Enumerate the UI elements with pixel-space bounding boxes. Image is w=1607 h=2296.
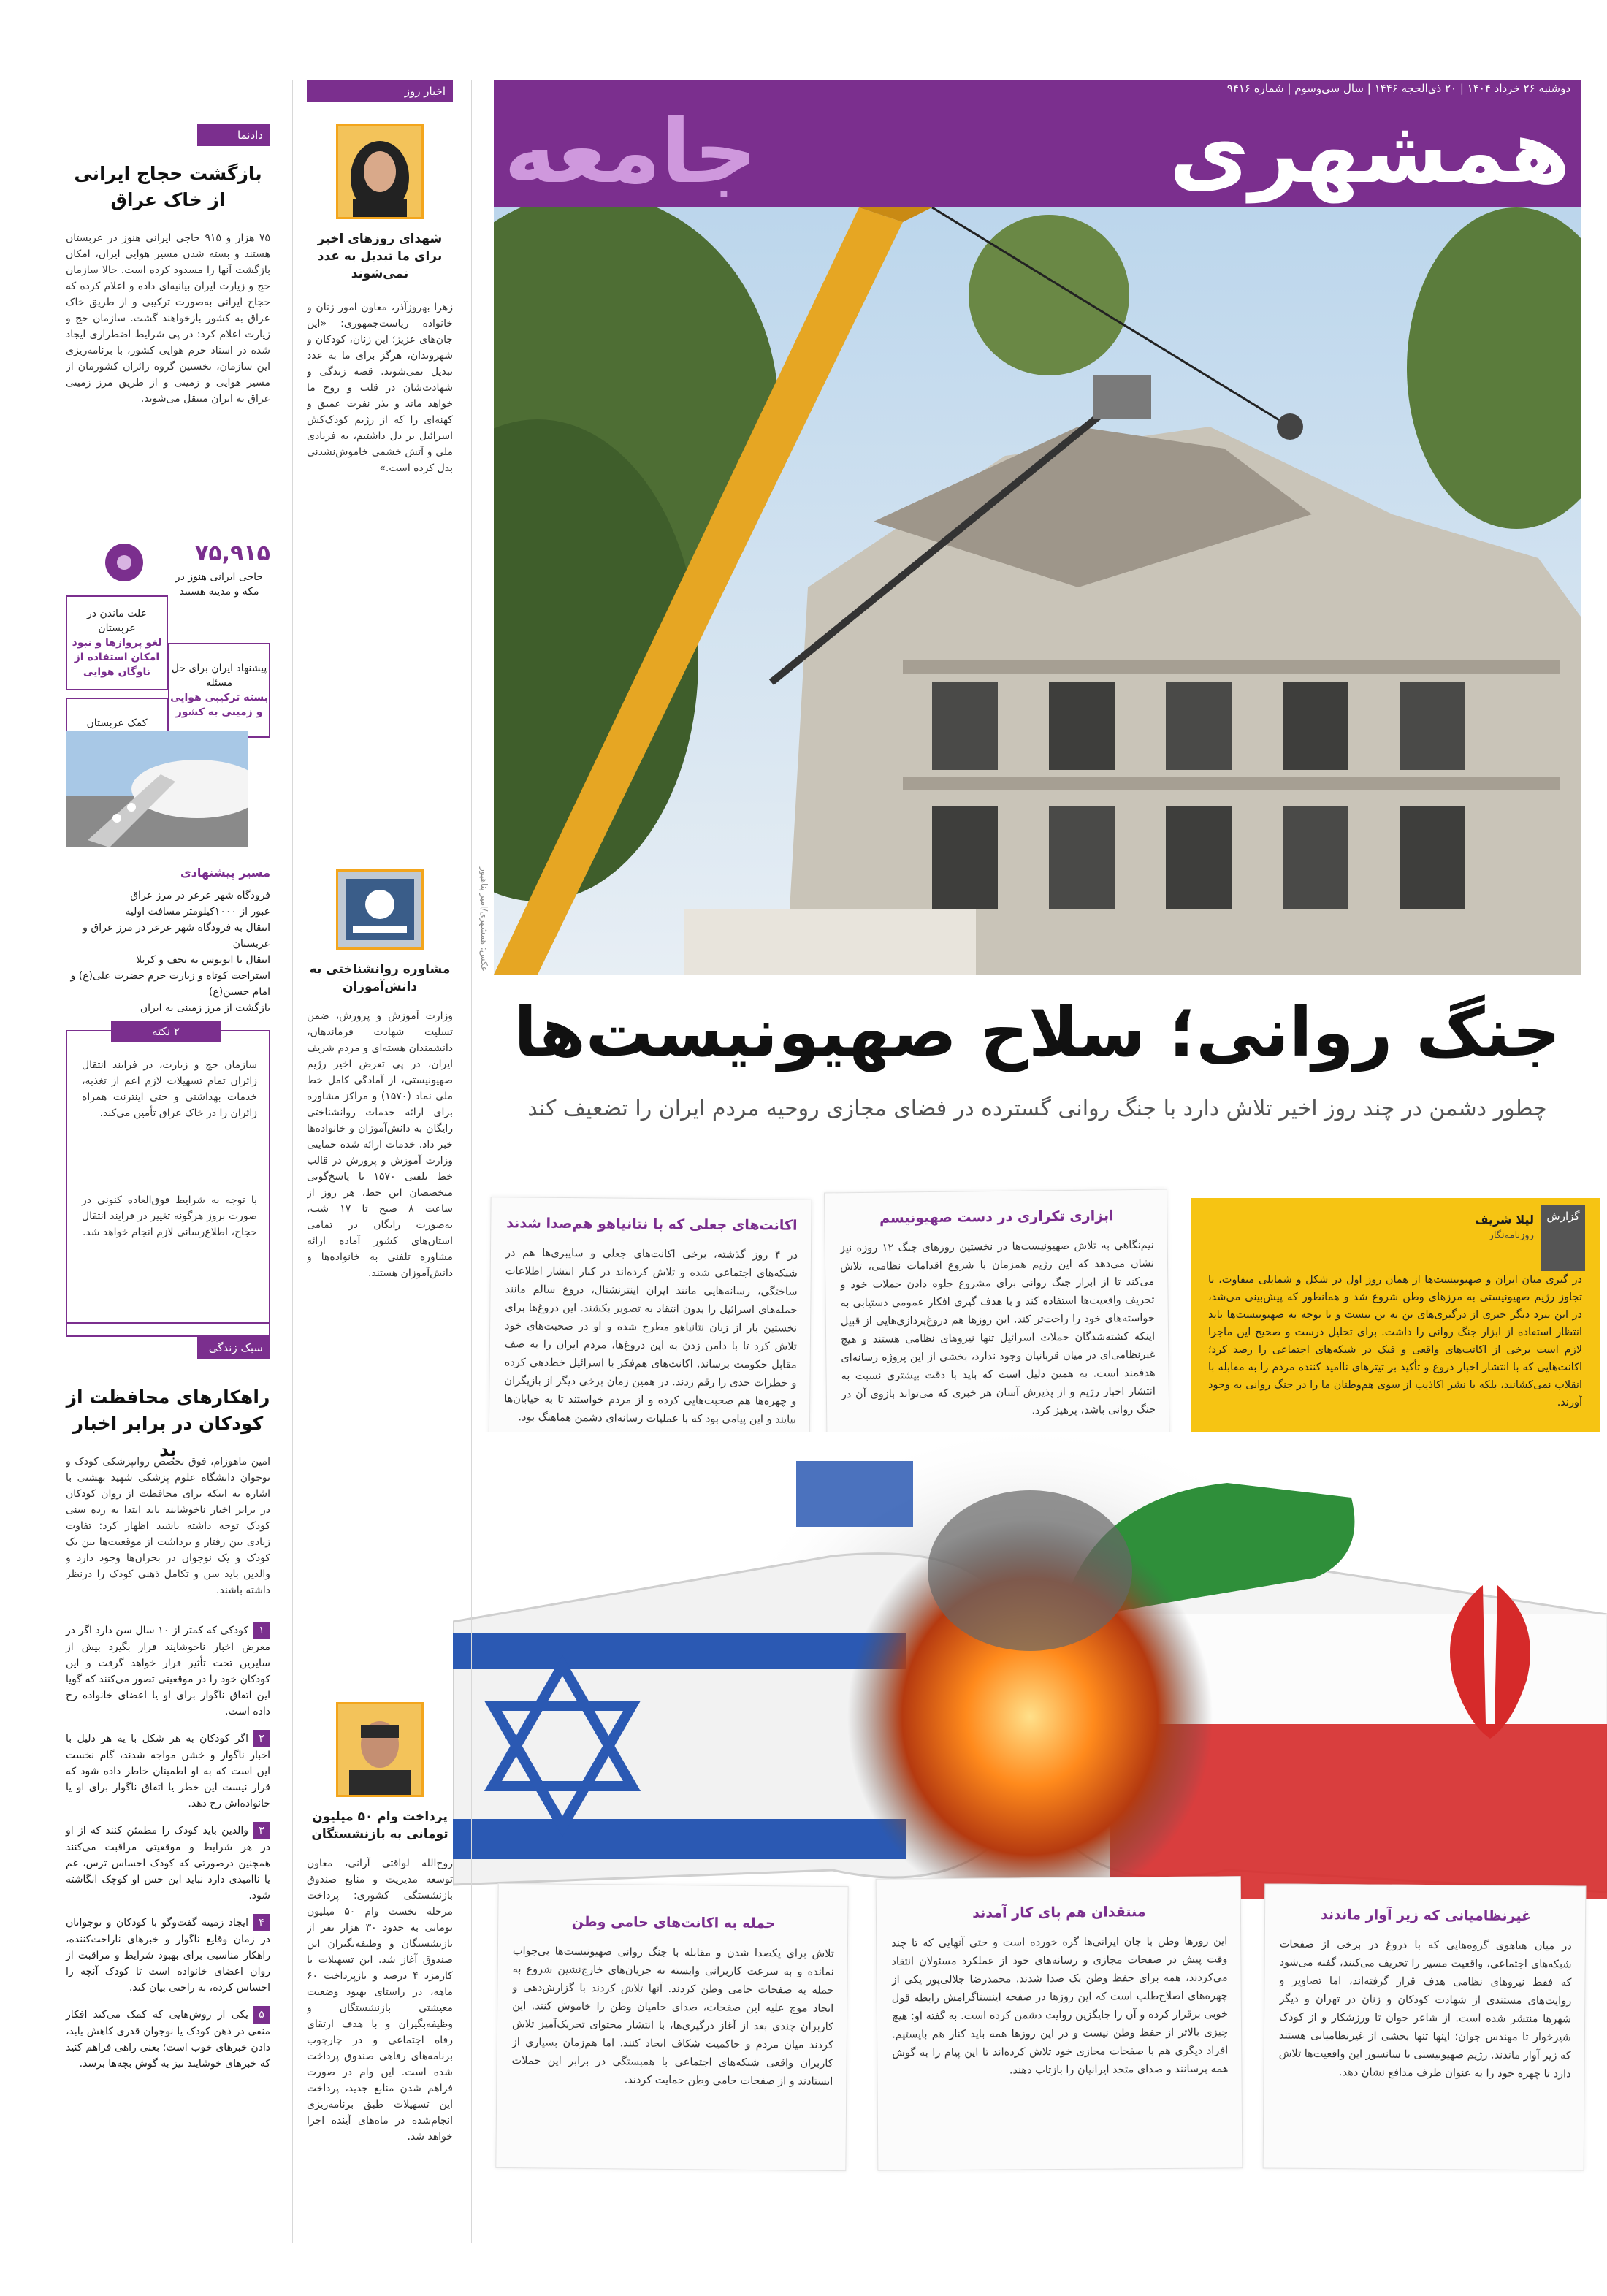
news-body: زهرا بهروزآذر، معاون امور زنان و خانواده ریاست‌جمهوری: «این جان‌های عزیز؛ این زنان، کودکان و شهروندان، هرگز برای ما به عدد تبدیل نمی‌شوند. قصه زندگی و شهادت‌شان در قلب و روح ما خواهد ماند و بذر نفرت عمیق و کهنه‌ای را که از رژیم کودک‌کش اسرائیل بر دل داشتیم، به فریادی ملی و آتش خشمی خاموش‌نشدنی بدل کرده است.» xyxy=(307,302,453,474)
stat-caption: حاجی ایرانی هنوز در مکه و مدینه هستند xyxy=(175,571,264,598)
hex-item-head: کمک عربستان xyxy=(86,717,148,729)
column-divider xyxy=(292,80,293,2243)
article-card xyxy=(876,1876,1243,2170)
logo-hamshahri: همشهری xyxy=(1169,102,1570,203)
route-item: عبور از ۱۰۰۰کیلومتر مسافت اولیه xyxy=(125,906,270,918)
flower-icon xyxy=(102,541,146,584)
step-item xyxy=(66,2006,270,2072)
step-text: اگر کودکان به هر شکل با یه هر دلیل با اخبار ناگوار و خشن مواجه شدند، گام نخست این است که به او اطمینان خاطر داده شود که قرار نیست این خطر یا اتفاق ناگوار برای او یا خانواده‌اش رخ دهد. xyxy=(66,1733,270,1809)
report-author-role: روزنامه‌نگار xyxy=(1489,1230,1534,1241)
pilgrims-boarding-plane-photo xyxy=(66,731,248,847)
news-title: مشاوره روانشناختی به دانش‌آموزان xyxy=(309,962,451,994)
sub-headline: چطور دشمن در چند روز اخیر تلاش دارد با جنگ روانی گسترده در فضای مجازی روحیه مردم ایران را تضعیف کند xyxy=(527,1096,1547,1121)
route-item: فرودگاه شهر عرعر در مرز عراق xyxy=(130,890,270,901)
column-header: اخبار روز xyxy=(307,80,453,102)
notes-box xyxy=(66,1025,270,1337)
article-body: نیم‌نگاهی به تلاش صهیونیست‌ها در نخستین روزهای جنگ ۱۲ روزه نیز نشان می‌دهد که این رژیم همزمان با شروع اقدامات نظامی، تلاش می‌کند تا از ابزار جنگ روانی برای مشروع جلوه دادن حملات خود و تحریف واقعیت‌ها استفاده کند و با هدف گیری افکار عمومی دستیابی به خواسته‌های خود را راحت‌تر کند. این روزها هم دروغ‌پردازی‌هایی از قبیل اینکه کشته‌شدگان حملات اسرائیل تنها نیروهای نظامی هستند و هیچ غیرنظامی‌ای در میان قربانیان وجود ندارد، بخشی از این پروژه رسانه‌ای هدفمند است. به همین دلیل است که باید با دقت بیشتری نسبت به انتشار اخبار رژیم و از پذیرش آسان هر خبری که می‌تواند بازوی آن در جنگ روانی باشد، پرهیز کرد. xyxy=(839,1239,1156,1417)
hex-item xyxy=(66,595,168,690)
news-brief-column xyxy=(307,80,453,2243)
article-card xyxy=(1263,1883,1587,2170)
article-body: تلاش برای یکصدا شدن و مقابله با جنگ روانی صهیونیست‌ها بی‌جواب نمانده و به سرعت کاربرانی وابسته به جریان‌های خارج‌نشین شروع به حمله به صفحات حامی وطن کردند. آنها تلاش کردند با گزارش‌دهی و ایجاد موج علیه این صفحات، صدای حامیان وطن را خاموش کنند. این کاربران چندی بعد از آغاز درگیری‌ها، با انتشار محتوای تحریک‌آمیز تلاش کردند میان مردم و حاکمیت شکاف ایجاد کنند. اما هم‌زمان بسیاری از کاربران واقعی شبکه‌های اجتماعی با همبستگی در برابر این حملات ایستادند و از صفحات حامی وطن حمایت کردند. xyxy=(511,1945,834,2088)
hex-item-bold: بسته ترکیبی هوایی و زمینی به کشور xyxy=(170,692,268,718)
step-text: کودکی که کمتر از ۱۰ سال سن دارد اگر در معرض اخبار ناخوشایند قرار بگیرد بیش از سایرین تحت تأثیر قرار خواهد گرفت و این کودکان خود را در موقعیتی تصور می‌کنند که گویا این اتفاق ناگوار برای او یا اعضای خانواده رخ داده است. xyxy=(66,1625,270,1717)
stat-number: ۷۵,۹۱۵ xyxy=(195,541,270,566)
photo-credit: عکس: همشهری/امیر پناهپور xyxy=(479,867,489,972)
route-item: استراحت کوتاه و زیارت حرم حضرت علی(ع) و امام حسین(ع) xyxy=(70,970,270,998)
divider xyxy=(66,1322,270,1324)
hex-item-bold: لغو پروازها و نبود امکان استفاده از ناوگان هوایی xyxy=(72,637,162,678)
article-title: ابزاری تکراری در دست صهیونیسم xyxy=(879,1208,1114,1227)
official-portrait-photo xyxy=(336,124,424,219)
news-body: وزارت آموزش و پرورش، ضمن تسلیت شهادت فرماندهان، دانشمندان هسته‌ای و مردم شریف ایران، در پی تعرض اخیر رژیم صهیونیستی، از آمادگی کامل خط ملی نماد (۱۵۷۰) و مراکز مشاوره برای ارائه خدمات روانشناختی رایگان به دانش‌آموزان و خانواده‌ها خبر داد. خدمات ارائه شده حمایتی وزارت آموزش و پرورش در قالب خط تلفنی ۱۵۷۰ با پاسخ‌گویی متخصصان این خط، هر روز از ساعت ۸ صبح تا ۱۷ شب، به‌صورت رایگان در تمامی استان‌های کشور آماده ارائه مشاوره تلفنی به خانواده‌ها و دانش‌آموزان هستند. xyxy=(307,1010,453,1279)
note-item: با توجه به شرایط فوق‌العاده کنونی در صورت بروز هرگونه تغییر در فرایند انتقال حجاج، اطلاع‌رسانی لازم انجام خواهد شد. xyxy=(82,1194,257,1238)
article-card xyxy=(495,1883,848,2171)
steps-list xyxy=(66,1622,270,2265)
step-number: ۲ xyxy=(253,1730,270,1747)
left-title: بازگشت حجاج ایرانی از خاک عراق xyxy=(74,163,262,210)
report-box xyxy=(1191,1198,1600,1454)
left-body: امین ماهوزام، فوق تخصص روانپزشکی کودک و نوجوان دانشگاه علوم پزشکی شهید بهشتی با اشاره به اینکه برای محافظت از روان کودکان در برابر اخبار ناخوشایند باید ابتدا به رده‌ سنی کودک توجه داشته باشید اظهار کرد: تفاوت زیادی بین رفتار و برداشت از موقعیت‌ها بین یک کودک و یک نوجوان در بحران‌ها وجود دارد و والدین باید سن و تکامل ذهنی کودک را درنظر داشته باشند. xyxy=(66,1456,270,1596)
issue-meta: دوشنبه ۲۶ خرداد ۱۴۰۴ | ۲۰ ذی‌الحجه ۱۴۴۶ | سال سی‌وسوم | شماره ۹۴۱۶ xyxy=(1226,82,1570,95)
column-header: سبک زندگی xyxy=(197,1337,270,1359)
step-item xyxy=(66,1822,270,1904)
article-title: اکانت‌های جعلی که با نتانیاهو هم‌صدا شدند xyxy=(506,1215,798,1234)
step-text: والدین باید کودک را مطمئن کنند که از او در هر شرایط و موقعیتی مراقبت می‌کنند همچنین درصورتی که کودک احساس ترس، غم یا ناامیدی دارد نباید این حس او کوچک انگاشته شود. xyxy=(66,1825,270,1902)
step-text: یکی از روش‌هایی که کمک می‌کند افکار منفی در ذهن کودک یا نوجوان قدری کاهش یابد، دادن خبرهای خوب است؛ بعنی راهی فراهم کنید که خبرهای خوشایند نیز به گوش بچه‌ها برسد. xyxy=(66,2009,270,2070)
step-item xyxy=(66,1730,270,1812)
report-label: گزارش xyxy=(1541,1205,1585,1271)
hex-item-head: پیشنهاد ایران برای حل مسئله xyxy=(171,663,267,689)
news-body: روح‌الله لواقتی آرانی، معاون توسعه مدیریت و منابع صندوق بازنشستگی کشوری: پرداخت مرحله نخست وام ۵۰ میلیون تومانی به حدود ۳۰ هزار نفر از بازنشستگان و وظیفه‌بگیران این صندوق آغاز شد. این تسهیلات با کارمزد ۴ درصد و بازپرداخت ۶۰ ماهه، در راستای بهبود وضعیت معیشتی بازنشستگان و وظیفه‌بگیران و با هدف ارتقای رفاه اجتماعی و در چارچوب برنامه‌های رفاهی صندوق پرداخت شده است. این وام در صورت فراهم شدن منابع جدید، پرداخت این تسهیلات طبق برنامه‌ریزی انجام‌شده در ماه‌های آینده اجرا خواهد شد. xyxy=(307,1858,453,2143)
article-body: در ۴ روز گذشته، برخی اکانت‌های جعلی و سایبری‌ها هم در شبکه‌های اجتماعی شده و تلاش کرده‌اند در کنار انتشار اطلاعات ساختگی، رسانه‌هایی مانند ایران اینترنشنال، دروغ سالم مانند حمله‌های اسرائیل را بدون انتقاد به تصویر بکشند. این دروغ‌ها برای نخستین بار از زبان نتانیاهو مطرح شده و او در صحبت‌های خود تلاش کرد تا با دامن زدن به این دروغ‌ها، مردم ایران را به صف مقابل حکومت برساند. اکانت‌های هم‌فکر با اسرائیل خط‌دهی کرده و خطرات جدی را رقم زدند. در همین زمان برخی دیگر از بازیگران و چهره‌ها هم صحبت‌هایی کرده و از مردم خواستند تا به خیابان‌ها بیایند و این پیامی بود که با عملیات رسانه‌ای دشمن هماهنگ بود. xyxy=(504,1247,798,1426)
note-item: سازمان حج و زیارت، در فرایند انتقال زائران تمام تسهیلات لازم اعم از تغذیه، خدمات بهداشتی و حتی اینترنت همراه زائران را در خاک عراق تأمین می‌کند. xyxy=(82,1059,257,1119)
step-number: ۱ xyxy=(253,1622,270,1639)
route-title-text: مسیر پیشنهادی xyxy=(180,866,270,880)
logo-jame: جامعه xyxy=(504,102,757,203)
article-title: غیرنظامیانی که زیر آوار ماندند xyxy=(1320,1907,1532,1925)
israel-iran-fists-collision-illustration xyxy=(453,1432,1607,1943)
left-title: راهکارهای محافظت از کودکان در برابر اخبار بد xyxy=(66,1387,270,1460)
step-number: ۵ xyxy=(253,2006,270,2024)
route-item: انتقال با اتوبوس به نجف و کربلا xyxy=(136,954,270,966)
route-title xyxy=(66,866,270,885)
step-number: ۳ xyxy=(253,1822,270,1839)
news-title: پرداخت وام ۵۰ میلیون تومانی به بازنشستگان xyxy=(311,1809,448,1842)
hex-item-head: علت ماندن در عربستان xyxy=(87,608,147,634)
report-author: لیلا شریف xyxy=(1474,1213,1534,1227)
education-ministry-logo xyxy=(336,869,424,950)
official-portrait-photo xyxy=(336,1702,424,1797)
step-number: ۴ xyxy=(253,1914,270,1931)
step-item xyxy=(66,1914,270,1996)
hex-item xyxy=(168,643,270,738)
route-item: انتقال به فرودگاه شهر عرعر در مرز عراق و عربستان xyxy=(83,922,270,950)
step-item xyxy=(66,1622,270,1720)
report-lead: در گیری میان ایران و صهیونیست‌ها از همان روز اول در شکل و شمایلی متفاوت، با تجاوز رژیم صهیونیستی به مرزهای وطن شروع شد و همانطور که پیش‌بینی می‌شد، در این نبرد دیگر خبری از درگیری‌های تن به تن نیست و با توجه به صهیونیست‌ها باید انتظار استفاده از ابزار جنگ روانی را داشت. برای تحلیل درست و صحیح این ماجرا لازم است برخی از اکانت‌های واقعی و فیک در شبکه‌های اجتماعی را رصد کرد؛ اکانت‌هایی که با انتشار اخبار دروغ و تأکید بر تیترهای ناامید کننده مردم را به مقابله با انقلاب نمی‌کشانند، بلکه با نشر اکاذیب از سوی هم‌وطنان ما را در جنگ روانی به وجود آورند. xyxy=(1208,1274,1582,1408)
article-body: در میان هیاهوی گروه‌هایی که با دروغ در برخی از صفحات شبکه‌های اجتماعی، واقعیت مسیر را تحریف می‌کنند، گفته می‌شود که فقط نیروهای نظامی هدف قرار گرفته‌اند، اما تصاویر و روایت‌های مستندی از شهادت کودکان و زنان در تهران و دیگر شهرها منتشر شده است. از شاعر جوان تا ورزشکار و از کودک شیرخوار تا مهندس جوان؛ اینها تنها بخشی از غیرنظامیانی هستند که زیر آوار ماندند. رژیم صهیونیستی با سانسور این واقعیت‌ها تلاش دارد تا چهره خود را به عنوان طرف مدافع نشان دهد. xyxy=(1278,1938,1572,2080)
article-body: این روزها وطن با جان ایرانی‌ها گره خورده است و حتی آنهایی که تا چند وقت پیش در صفحات مجازی و رسانه‌های خود از عملکرد مسئولان انتقاد می‌کردند، همه برای حفظ وطن یک صدا شدند. محمدرضا جلالی‌پور یکی از چهره‌های اصلاح‌طلب است که این روزها در صفحه اینستاگرامش رابطه قول خوبی برقرار کرده و آن را جایگزین روایت دشمن کرده است. به گفته او: هیچ چیزی بالاتر از حفظ وطن نیست و در این روزها همه باید کنار هم بایستیم. افراد دیگری هم با صفحات مجازی خود تلاش کرده‌اند تا این پیام را به گوش همه برسانند و صدای متحد ایرانیان را بازتاب دهند. xyxy=(891,1935,1229,2077)
notes-title: ۲ نکته xyxy=(111,1021,221,1042)
news-title: شهدای روزهای اخیر برای ما تبدیل به عدد نمی‌شوند xyxy=(317,232,443,281)
column-header: دادنما xyxy=(197,124,270,146)
step-text: ایجاد زمینه گفت‌وگو با کودکان و نوجوانان در زمان وقایع ناگوار و خبرهای ناراحت‌کننده، راهکار مناسبی برای بهبود شرایط و مراقبت از روان اعضای خانواده است تا کودک آنچه را احساس کرده، به راحتی بیان کند. xyxy=(66,1917,270,1994)
building-rubble-crane-photo xyxy=(494,207,1581,975)
main-headline: جنگ روانی؛ سلاح صهیونیست‌ها xyxy=(514,993,1561,1072)
route-item: بازگشت از مرز زمینی به ایران xyxy=(140,1002,270,1014)
left-sidebar-column xyxy=(66,80,270,2243)
article-title: حمله به اکانت‌های حامی وطن xyxy=(571,1913,776,1932)
article-title: منتقدان هم پای کار آمدند xyxy=(972,1904,1146,1921)
left-body: ۷۵ هزار و ۹۱۵ حاجی ایرانی هنوز در عربستان هستند و بسته شدن مسیر هوایی ایران، امکان بازگشت آنها را مسدود کرده است. حالا سازمان حج و زیارت ایران بیانیه‌ای داده و اعلام کرده که حجاج ایرانی به‌صورت ترکیبی و از طریق خاک عراق به کشور بازخواهند گشت. سازمان حج و زیارت اعلام کرد: در پی شرایط اضطراری ایجاد شده در اسناد حرم هوایی کشور، با برنامه‌ریزی این سازمان، نخستین گروه زائران کشورمان از مسیر هوایی و زمینی و از طریق مرز زمینی عراق به ایران منتقل می‌شوند. xyxy=(66,232,270,405)
column-divider xyxy=(471,80,472,2243)
